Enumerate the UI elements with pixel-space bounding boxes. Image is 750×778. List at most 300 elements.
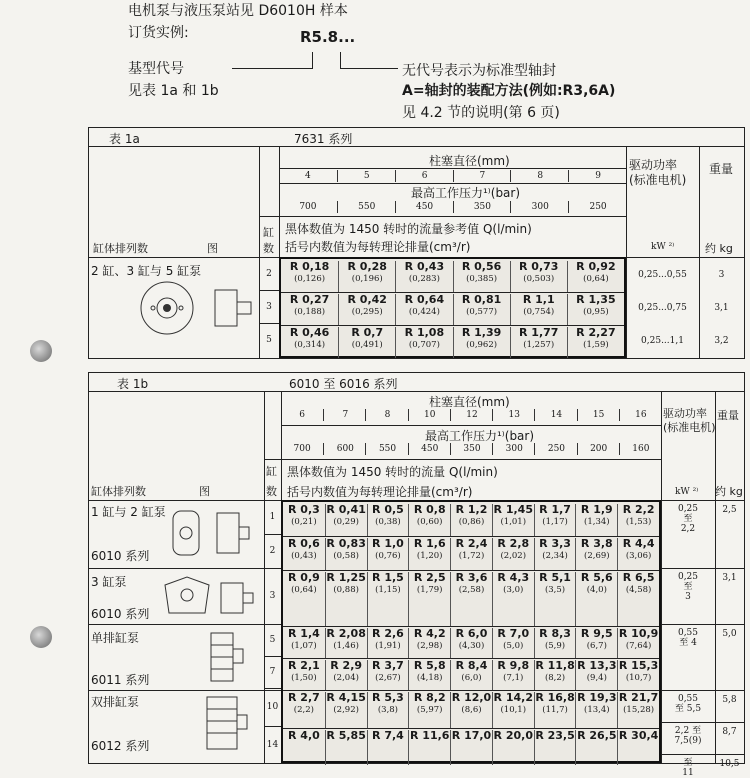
flow-value: R 5,3 [372, 691, 404, 704]
header-value: 12 [450, 409, 493, 421]
flow-value: R 1,5 [372, 571, 404, 584]
flow-cell [492, 538, 534, 570]
displacement-value: (0,754) [523, 307, 555, 317]
displacement-value: (4,0) [586, 585, 607, 595]
flow-value: R 5,6 [580, 571, 613, 584]
flow-value: R 4,0 [287, 729, 320, 742]
flow-cell [534, 538, 576, 570]
flow-value: R 0,27 [289, 293, 330, 306]
header-value: 6 [395, 170, 454, 182]
flow-value: R 1,6 [413, 537, 446, 550]
group-name: 3 缸泵 [91, 575, 127, 589]
flow-cell [567, 327, 624, 358]
displacement-value: (0,295) [351, 307, 383, 317]
flow-cell [325, 538, 367, 570]
weight-value: 5,0 [722, 629, 737, 639]
flow-value: R 1,39 [461, 326, 502, 339]
flow-value: R 0,6 [287, 537, 320, 550]
displacement-value: (0,962) [466, 340, 498, 350]
flow-cell [408, 660, 450, 690]
flow-cell [617, 730, 659, 765]
flow-value: R 1,45 [493, 503, 533, 516]
flow-value: R 15,3 [618, 659, 659, 672]
header-value: 13 [492, 409, 535, 421]
flow-value: R 1,35 [576, 293, 616, 306]
header-value: 450 [408, 443, 451, 455]
displacement-value: (1,20) [416, 551, 443, 561]
flow-value: R 2,6 [372, 627, 404, 640]
displacement-value: (2,04) [333, 673, 359, 683]
displacement-value: (9,4) [586, 673, 607, 683]
flow-cell [534, 504, 576, 536]
displacement-value: (0,385) [466, 274, 498, 284]
flow-grid [281, 500, 661, 763]
group-label: 2 缸、3 缸与 5 缸泵 [91, 264, 202, 278]
a-note: A=轴封的装配方法(例如:R3,6A) [402, 83, 616, 99]
flow-cell [367, 692, 409, 728]
displacement-value: (0,88) [333, 585, 359, 595]
flow-value: R 2,1 [287, 659, 320, 672]
flow-value: R 2,27 [576, 326, 616, 339]
flow-cell [450, 660, 492, 690]
flow-value: R 2,2 [622, 503, 655, 516]
displacement-value: (2,69) [584, 551, 610, 561]
flow-cell [283, 730, 325, 765]
flow-cell [575, 538, 617, 570]
header-value: 700 [299, 202, 317, 212]
table-1b-title: 表 1b [117, 377, 149, 391]
header-value: 350 [453, 201, 512, 213]
displacement-value: (10,7) [625, 673, 652, 683]
header-value: 5 [337, 170, 396, 182]
flow-cell [395, 327, 452, 358]
leader-line-left [232, 68, 312, 69]
displacement-value: (1,01) [500, 517, 527, 527]
displacement-value: (1,50) [291, 673, 317, 683]
flow-cell [325, 504, 367, 536]
group-name: 双排缸泵 [91, 695, 140, 709]
cyl-count: 3 [269, 591, 276, 601]
header-value: 350 [450, 443, 493, 455]
flow-cell [575, 628, 617, 658]
displacement-value: (1,15) [375, 585, 401, 595]
flow-value: R 0,42 [347, 293, 387, 306]
flow-cell [283, 572, 325, 626]
flow-cell [367, 660, 409, 690]
flow-value: R 2,4 [455, 537, 488, 550]
flow-cell [492, 692, 534, 728]
flow-value: R 0,9 [287, 571, 320, 584]
displacement-value: (6,7) [586, 641, 607, 651]
power-value: 0,25...1,1 [641, 336, 684, 346]
header-value: 9 [568, 170, 627, 182]
flow-value: R 9,8 [497, 659, 530, 672]
flow-value: R 6,5 [622, 571, 655, 584]
displacement-value: (3,8) [377, 705, 398, 715]
displacement-value: (1,79) [416, 585, 443, 595]
flow-cell [492, 660, 534, 690]
displacement-value: (15,28) [623, 705, 655, 715]
kg-label: 约 kg [715, 485, 743, 498]
header-value: 300 [510, 201, 569, 213]
weight-value: 10,5 [719, 759, 740, 769]
flow-value: R 30,4 [618, 729, 659, 742]
displacement-value: (0,38) [375, 517, 401, 527]
flow-cell [281, 294, 338, 325]
displacement-value: (3,06) [625, 551, 652, 561]
header-value: 160 [619, 443, 662, 455]
power-value: 0,25 至 3 [677, 572, 699, 602]
flow-cell [575, 660, 617, 690]
flow-cell [617, 572, 659, 626]
table-1a-title: 表 1a [109, 132, 140, 146]
table-1a-series: 7631 系列 [294, 132, 353, 146]
displacement-value: (13,4) [584, 705, 610, 715]
header-value: 4 [305, 171, 311, 181]
piston-diameter-label: 柱塞直径(mm) [429, 395, 510, 409]
displacement-value: (5,0) [503, 641, 524, 651]
flow-value: R 4,3 [497, 571, 530, 584]
header-value: 700 [293, 444, 311, 454]
group-series: 6010 系列 [91, 549, 150, 563]
flow-cell [408, 628, 450, 658]
displacement-value: (0,43) [291, 551, 317, 561]
flow-cell [492, 628, 534, 658]
intro-line1: 电机泵与液压泵站见 D6010H 样本 [128, 3, 348, 19]
flow-cell [283, 538, 325, 570]
flow-cell [325, 572, 367, 626]
flow-value: R 23,5 [535, 729, 575, 742]
weight-value: 3 [718, 270, 725, 280]
cyl-label-2: 数 [263, 242, 274, 255]
flow-cell [567, 261, 624, 292]
displacement-value: (1,59) [583, 340, 609, 350]
flow-value: R 20,0 [493, 729, 533, 742]
displacement-value: (11,7) [542, 705, 568, 715]
flow-value: R 3,3 [539, 537, 571, 550]
header-value: 8 [365, 409, 408, 421]
flow-value: R 12,0 [451, 691, 492, 704]
group-series: 6011 系列 [91, 673, 150, 687]
flow-value: R 0,5 [372, 503, 404, 516]
flow-cell [575, 504, 617, 536]
flow-value: R 14,2 [493, 691, 533, 704]
displacement-value: (0,64) [291, 585, 317, 595]
flow-cell [450, 692, 492, 728]
diameter-row [279, 170, 626, 182]
cyl-count: 2 [269, 546, 276, 556]
header-value: 8 [510, 170, 569, 182]
displacement-value: (1,91) [375, 641, 401, 651]
flow-value: R 0,41 [326, 503, 366, 516]
flow-cell [492, 504, 534, 536]
flow-value: R 2,8 [497, 537, 530, 550]
displacement-value: (10,1) [500, 705, 527, 715]
flow-value: R 6,0 [455, 627, 488, 640]
flow-value: R 17,0 [451, 729, 492, 742]
weight-label: 重量 [709, 162, 734, 176]
leader-line-right-v [340, 52, 341, 69]
group-name: 单排缸泵 [91, 631, 140, 645]
header-value: 16 [619, 409, 662, 421]
displacement-value: (1,07) [291, 641, 317, 651]
displacement-value: (0,29) [333, 517, 359, 527]
displacement-value: (6,0) [461, 673, 482, 683]
header-value: 250 [568, 201, 627, 213]
flow-cell [575, 730, 617, 765]
flow-value: R 0,73 [519, 260, 559, 273]
displacement-value: (1,53) [625, 517, 652, 527]
weight-value: 3,2 [714, 336, 729, 346]
leader-line-left-v [312, 52, 313, 69]
flow-value: R 1,1 [522, 293, 555, 306]
displacement-value: (0,283) [408, 274, 440, 284]
flow-value: R 7,4 [372, 729, 404, 742]
figure-label: 图 [199, 485, 210, 498]
flow-cell [453, 261, 510, 292]
pressure-label: 最高工作压力¹⁾(bar) [425, 429, 535, 443]
section-note: 见 4.2 节的说明(第 6 页) [402, 105, 560, 121]
flow-cell [534, 730, 576, 765]
flow-value: R 4,2 [413, 627, 446, 640]
flow-value: R 0,7 [351, 326, 384, 339]
displacement-value: (5,97) [416, 705, 443, 715]
displacement-value: (0,76) [375, 551, 401, 561]
power-value: 0,55 至 5,5 [674, 694, 702, 714]
displacement-value: (2,67) [375, 673, 401, 683]
displacement-value: (0,503) [523, 274, 555, 284]
flow-cell [450, 572, 492, 626]
flow-cell [453, 327, 510, 358]
group-series: 6012 系列 [91, 739, 150, 753]
power-value: 0,25 至 2,2 [677, 504, 699, 534]
base-model-label: 基型代号 [128, 61, 184, 77]
leader-line-right [340, 68, 398, 69]
weight-label: 重量 [717, 409, 739, 422]
flow-cell [408, 692, 450, 728]
flow-cell [367, 538, 409, 570]
flow-value: R 2,9 [330, 659, 363, 672]
displacement-value: (0,64) [583, 274, 609, 284]
flow-value: R 0,8 [413, 503, 446, 516]
displacement-value: (0,21) [291, 517, 317, 527]
flow-cell [283, 628, 325, 658]
group-name: 1 缸与 2 缸泵 [91, 505, 166, 519]
power-value: 0,25...0,75 [638, 303, 687, 313]
displacement-value: (3,0) [503, 585, 524, 595]
flow-value: R 1,25 [326, 571, 366, 584]
flow-cell [450, 538, 492, 570]
flow-value: R 21,7 [618, 691, 659, 704]
displacement-value: (0,126) [294, 274, 326, 284]
flow-cell [450, 504, 492, 536]
displacement-value: (0,60) [416, 517, 443, 527]
flow-cell [492, 730, 534, 765]
cyl-count: 2 [266, 268, 272, 279]
pump-figure-icon [129, 278, 259, 338]
displacement-value: (2,2) [293, 705, 314, 715]
displacement-value: (0,491) [351, 340, 383, 350]
weight-value: 3,1 [722, 573, 737, 583]
cyl-label-2: 数 [266, 485, 277, 498]
flow-cell [408, 538, 450, 570]
binder-hole-icon [30, 626, 52, 648]
flow-note-1: 黑体数值为 1450 转时的流量参考值 Q(l/min) [285, 222, 532, 236]
displacement-value: (2,34) [542, 551, 568, 561]
flow-cell [575, 692, 617, 728]
flow-cell [450, 730, 492, 765]
displacement-value: (0,314) [294, 340, 326, 350]
flow-value: R 1,2 [455, 503, 488, 516]
header-value: 14 [534, 409, 577, 421]
displacement-value: (0,86) [458, 517, 485, 527]
pump-figure-icon [169, 505, 259, 561]
flow-value: R 19,3 [577, 691, 617, 704]
flow-cell [450, 628, 492, 658]
header-value: 200 [577, 443, 620, 455]
flow-cell [283, 504, 325, 536]
flow-value: R 0,46 [289, 326, 330, 339]
displacement-value: (0,58) [333, 551, 359, 561]
flow-cell [617, 692, 659, 728]
flow-value: R 4,4 [622, 537, 655, 550]
power-value: 至 11 [682, 758, 694, 778]
flow-cell [338, 261, 395, 292]
flow-value: R 11,8 [535, 659, 575, 672]
header-value: 550 [337, 201, 396, 213]
seal-note: 无代号表示为标准型轴封 [402, 63, 556, 79]
flow-cell [283, 692, 325, 728]
flow-value: R 7,0 [497, 627, 530, 640]
flow-value: R 9,5 [580, 627, 613, 640]
pressure-label: 最高工作压力¹⁾(bar) [411, 186, 521, 200]
flow-value: R 0,83 [326, 537, 366, 550]
flow-value: R 2,5 [413, 571, 446, 584]
arrangement-label: 缸体排列数 [93, 242, 148, 255]
flow-value: R 0,43 [404, 260, 445, 273]
displacement-value: (7,1) [503, 673, 524, 683]
cyl-label: 缸 [266, 465, 277, 478]
pump-figure-icon [161, 573, 261, 623]
diameter-row [281, 409, 661, 423]
flow-value: R 3,8 [580, 537, 613, 550]
displacement-value: (0,188) [294, 307, 326, 317]
flow-cell [325, 692, 367, 728]
flow-value: R 0,56 [461, 260, 502, 273]
header-value: 550 [365, 443, 408, 455]
flow-value: R 8,4 [455, 659, 488, 672]
kw-label: kW ²⁾ [675, 487, 699, 497]
displacement-value: (0,424) [408, 307, 440, 317]
cyl-count: 14 [266, 739, 279, 750]
flow-value: R 5,8 [413, 659, 446, 672]
flow-value: R 3,7 [372, 659, 404, 672]
displacement-value: (0,707) [408, 340, 440, 350]
pump-figure-icon [199, 693, 259, 753]
flow-cell [617, 538, 659, 570]
displacement-value: (0,196) [351, 274, 383, 284]
header-value: 600 [323, 443, 366, 455]
flow-value: R 1,9 [580, 503, 613, 516]
flow-cell [408, 504, 450, 536]
flow-cell [367, 628, 409, 658]
flow-grid [279, 257, 626, 358]
header-value: 7 [453, 170, 512, 182]
flow-value: R 0,92 [576, 260, 616, 273]
flow-cell [325, 730, 367, 765]
power-label: 驱动功率 (标准电机) [663, 407, 716, 434]
displacement-value: (1,257) [523, 340, 555, 350]
header-value: 15 [577, 409, 620, 421]
intro-line2: 订货实例: [128, 25, 189, 41]
flow-value: R 0,64 [404, 293, 445, 306]
header-value: 450 [395, 201, 454, 213]
binder-hole-icon [30, 340, 52, 362]
flow-value: R 1,08 [404, 326, 445, 339]
flow-cell [367, 730, 409, 765]
flow-value: R 8,3 [539, 627, 571, 640]
flow-value: R 2,08 [326, 627, 366, 640]
weight-value: 5,8 [722, 695, 737, 705]
flow-cell [510, 327, 567, 358]
flow-value: R 10,9 [618, 627, 659, 640]
displacement-value: (0,95) [583, 307, 609, 317]
flow-cell [281, 327, 338, 358]
flow-value: R 1,0 [372, 537, 404, 550]
displacement-value: (1,34) [584, 517, 610, 527]
cyl-count: 10 [266, 702, 279, 712]
figure-label: 图 [207, 242, 218, 255]
header-value: 250 [534, 443, 577, 455]
flow-cell [534, 628, 576, 658]
cyl-count: 5 [266, 334, 272, 345]
displacement-value: (2,58) [458, 585, 485, 595]
flow-value: R 2,7 [287, 691, 320, 704]
header-value: 10 [408, 409, 451, 421]
order-code: R5.8... [300, 28, 356, 46]
flow-cell [575, 572, 617, 626]
table-1b-series: 6010 至 6016 系列 [289, 377, 398, 391]
flow-cell [281, 261, 338, 292]
flow-cell [453, 294, 510, 325]
displacement-value: (2,02) [500, 551, 527, 561]
table-1a [88, 127, 745, 359]
displacement-value: (4,18) [416, 673, 443, 683]
power-label: 驱动功率 (标准电机) [629, 158, 687, 187]
displacement-value: (2,92) [333, 705, 359, 715]
flow-value: R 1,7 [539, 503, 571, 516]
flow-note-2: 括号内数值为每转理论排量(cm³/r) [287, 485, 473, 499]
pump-figure-icon [199, 629, 259, 685]
flow-value: R 5,85 [326, 729, 366, 742]
displacement-value: (1,17) [542, 517, 568, 527]
flow-cell [492, 572, 534, 626]
header-value: 7 [323, 409, 366, 421]
flow-value: R 0,28 [347, 260, 387, 273]
cyl-count: 7 [269, 667, 276, 677]
cyl-count: 5 [269, 635, 276, 645]
arrangement-label: 缸体排列数 [91, 485, 146, 498]
displacement-value: (1,72) [458, 551, 485, 561]
flow-cell [325, 660, 367, 690]
flow-value: R 5,1 [539, 571, 571, 584]
see-tables-label: 见表 1a 和 1b [128, 83, 219, 99]
flow-value: R 16,8 [535, 691, 575, 704]
cyl-count: 3 [266, 301, 272, 312]
flow-cell [283, 660, 325, 690]
flow-value: R 8,2 [413, 691, 446, 704]
flow-cell [367, 572, 409, 626]
